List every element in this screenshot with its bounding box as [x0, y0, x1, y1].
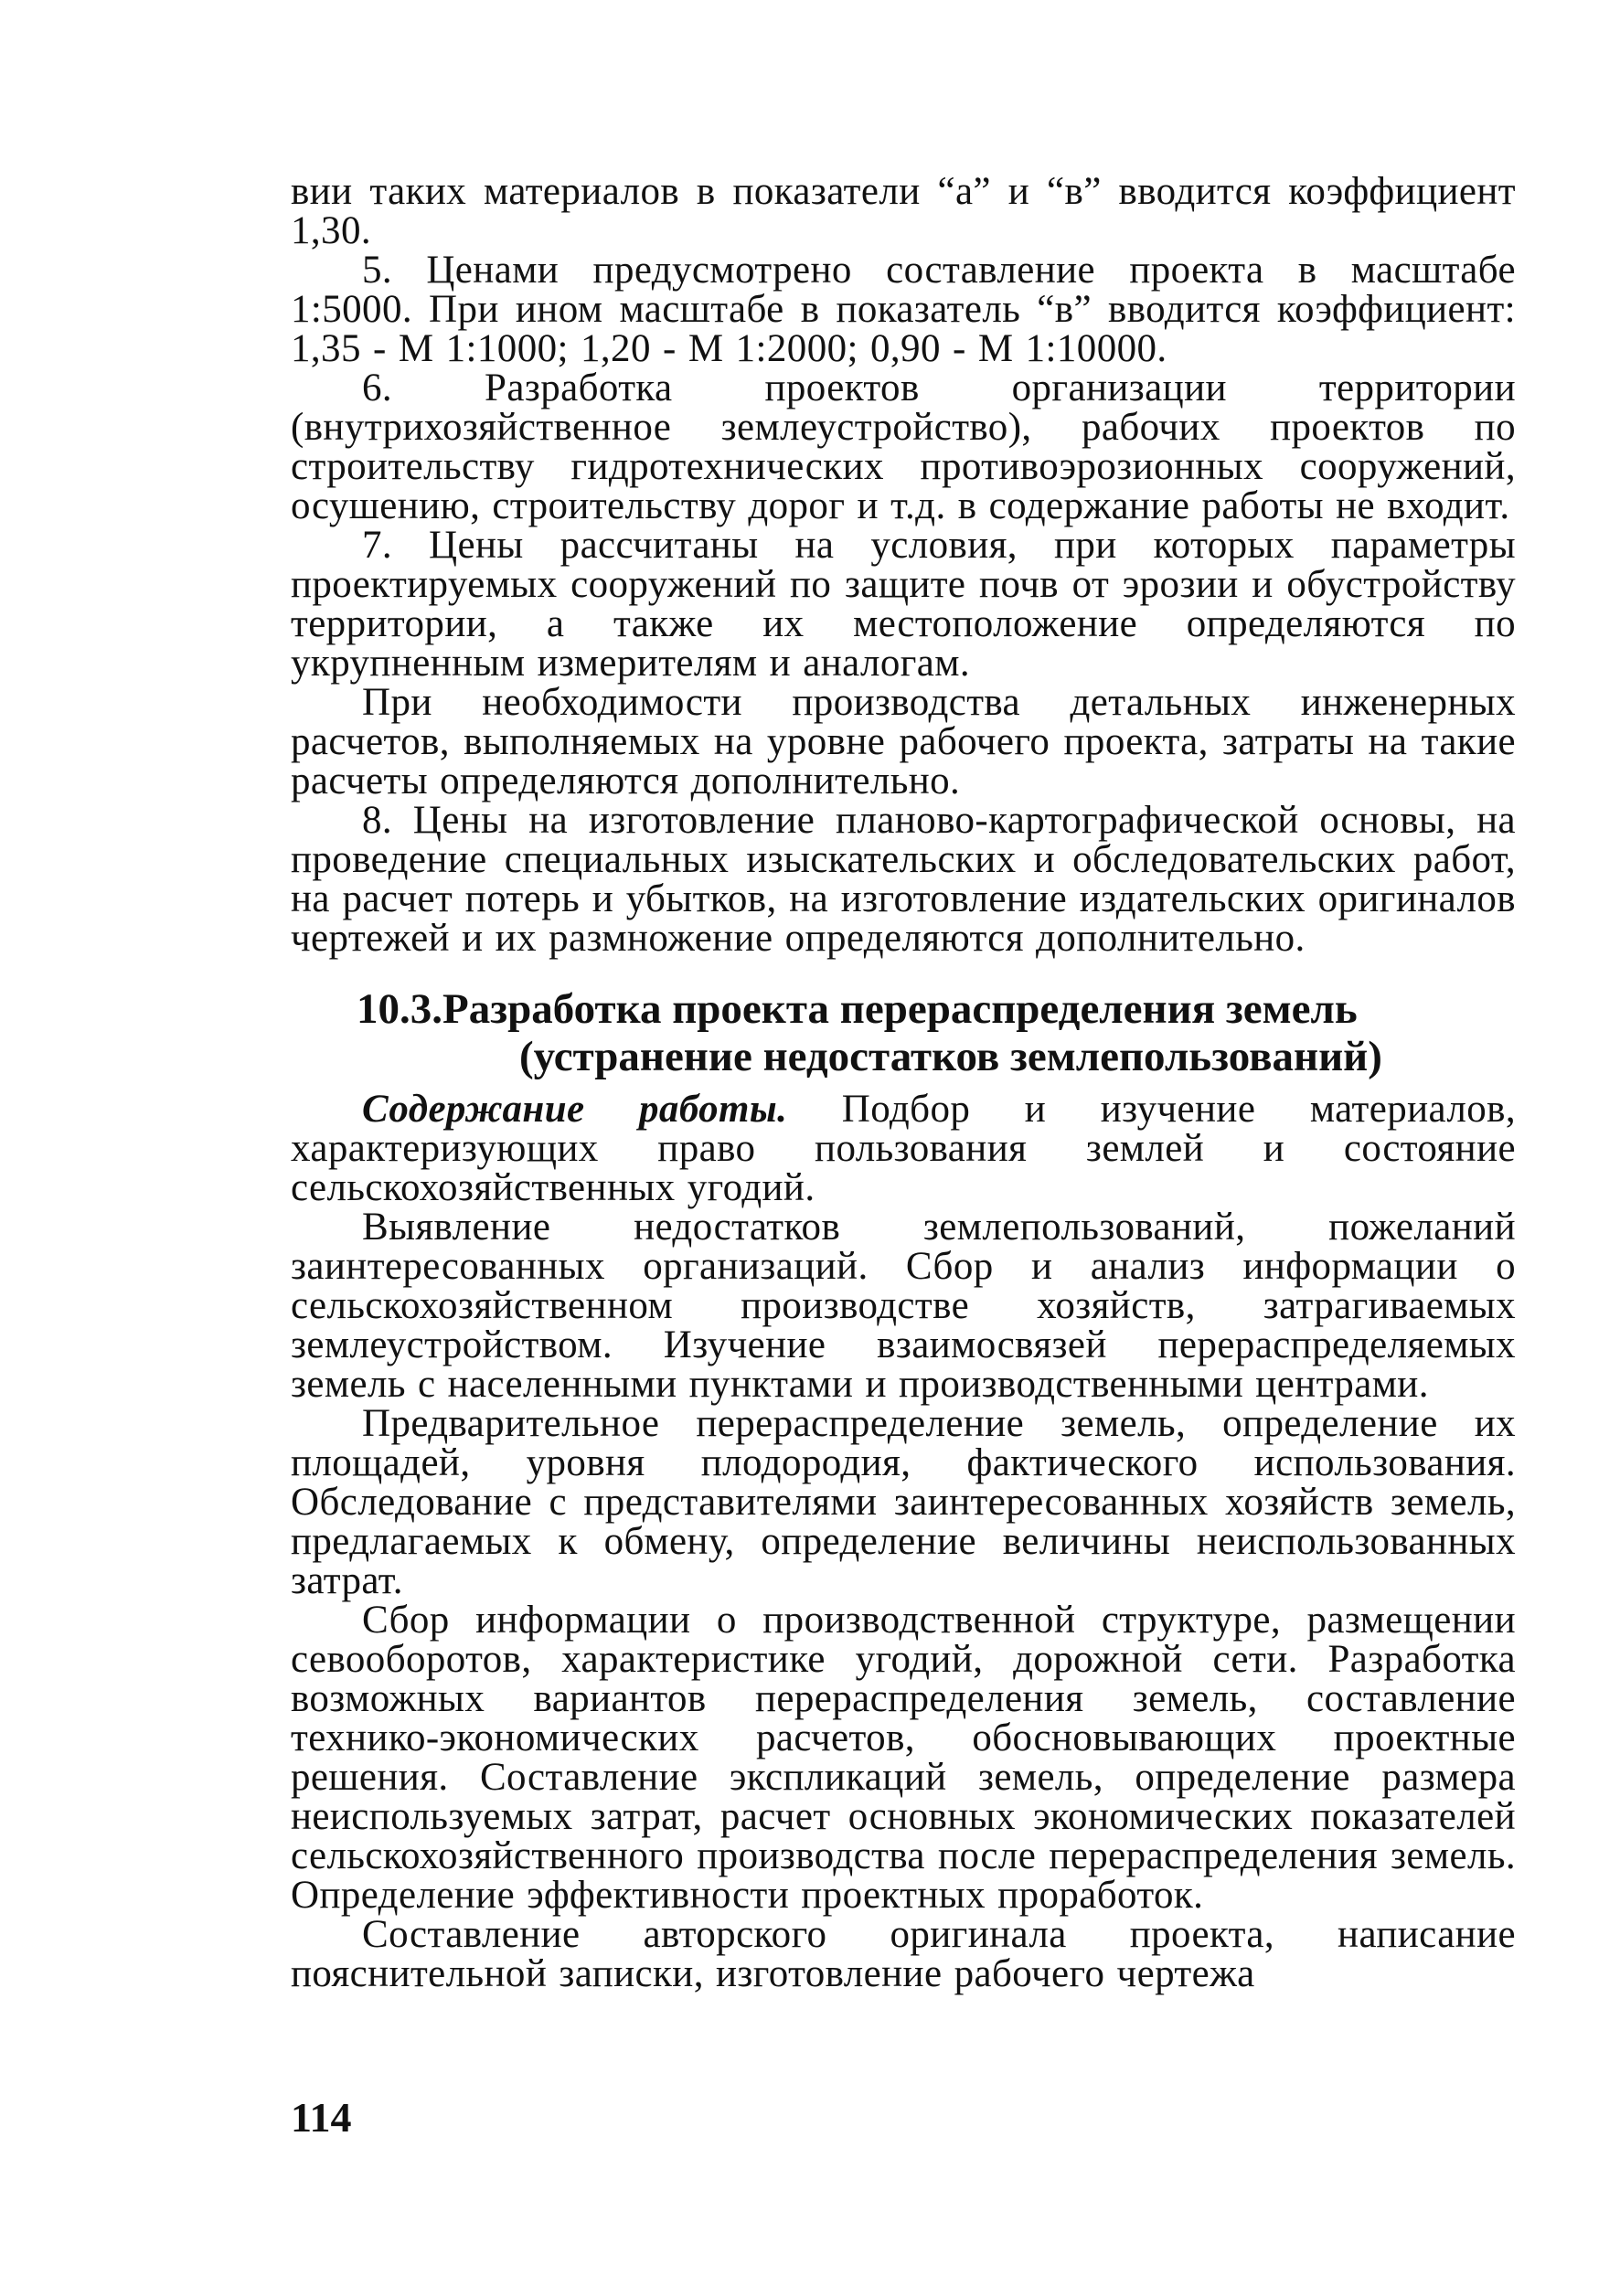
document-page — [291, 172, 1516, 1993]
section-title-line1: 10.3.Разработка проекта перераспределения земель — [357, 985, 1358, 1033]
paragraph-item-5: 5. Ценами предусмотрено составление проекта в масштабе 1:5000. При ином масштабе в показатель “в” вводится коэффициент: 1,35 - М 1:1000; 1,20 - М 1:2000; 0,90 - М 1:10000. — [291, 249, 1516, 370]
page-number: 114 — [291, 2094, 352, 2141]
paragraph-information: Сбор информации о производственной структуре, размещении севооборотов, характеристике угодий, дорожной сети. Разработка возможных вариантов перераспределения земель, составление технико-экономических расчетов, обосновывающих проектные решения. Составление экспликаций земель, определение размера неиспользуемых затрат, расчет основных экономических показателей сельскохозяйственного производства после перераспределения земель. Определение эффективности проектных проработок. — [291, 1599, 1516, 1917]
paragraph-item-7: 7. Цены рассчитаны на условия, при которых параметры проектируемых сооружений по защите почв от эрозии и обустройству территории, а также их местоположение определяются по укрупненным измерителям и аналогам. — [291, 524, 1516, 685]
section-heading — [291, 985, 1516, 1080]
paragraph-item-8: 8. Цены на изготовление планово-картографической основы, на проведение специальных изыскательских и обследовательских работ, на расчет потерь и убытков, на изготовление издательских оригиналов чертежей и их размножение определяются дополнительно. — [291, 799, 1516, 960]
content-lead-text: Подбор и изучение материалов, характеризующих право пользования землей и состояние сельскохозяйственных угодий. — [291, 1088, 1516, 1209]
section-title-line2: (устранение недостатков землепользований) — [519, 1033, 1382, 1080]
paragraph-preliminary: Предварительное перераспределение земель, определение их площадей, уровня плодородия, фактического использования. Обследование с представителями заинтересованных хозяйств земель, предлагаемых к обмену, определение величины неиспользованных затрат. — [291, 1402, 1516, 1602]
paragraph-item-6: 6. Разработка проектов организации территории (внутрихозяйственное землеустройство), рабочих проектов по строительству гидротехнических противоэрозионных сооружений, осушению, строительству дорог и т.д. в содержание работы не входит. — [291, 367, 1516, 527]
paragraph-identification: Выявление недостатков землепользований, пожеланий заинтересованных организаций. Сбор и анализ информации о сельскохозяйственном производстве хозяйств, затрагиваемых землеустройством. Изучение взаимосвязей перераспределяемых земель с населенными пунктами и производственными центрами. — [291, 1206, 1516, 1406]
paragraph-authoring: Составление авторского оригинала проекта, написание пояснительной записки, изготовление рабочего чертежа — [291, 1913, 1516, 1995]
content-lead-in: Содержание работы. — [362, 1088, 788, 1131]
paragraph-content — [291, 1090, 1516, 1207]
paragraph-continuation: вии таких материалов в показатели “а” и “в” вводится коэффициент 1,30. — [291, 170, 1516, 252]
paragraph-calculations: При необходимости производства детальных инженерных расчетов, выполняемых на уровне рабочего проекта, затраты на такие расчеты определяются дополнительно. — [291, 681, 1516, 803]
